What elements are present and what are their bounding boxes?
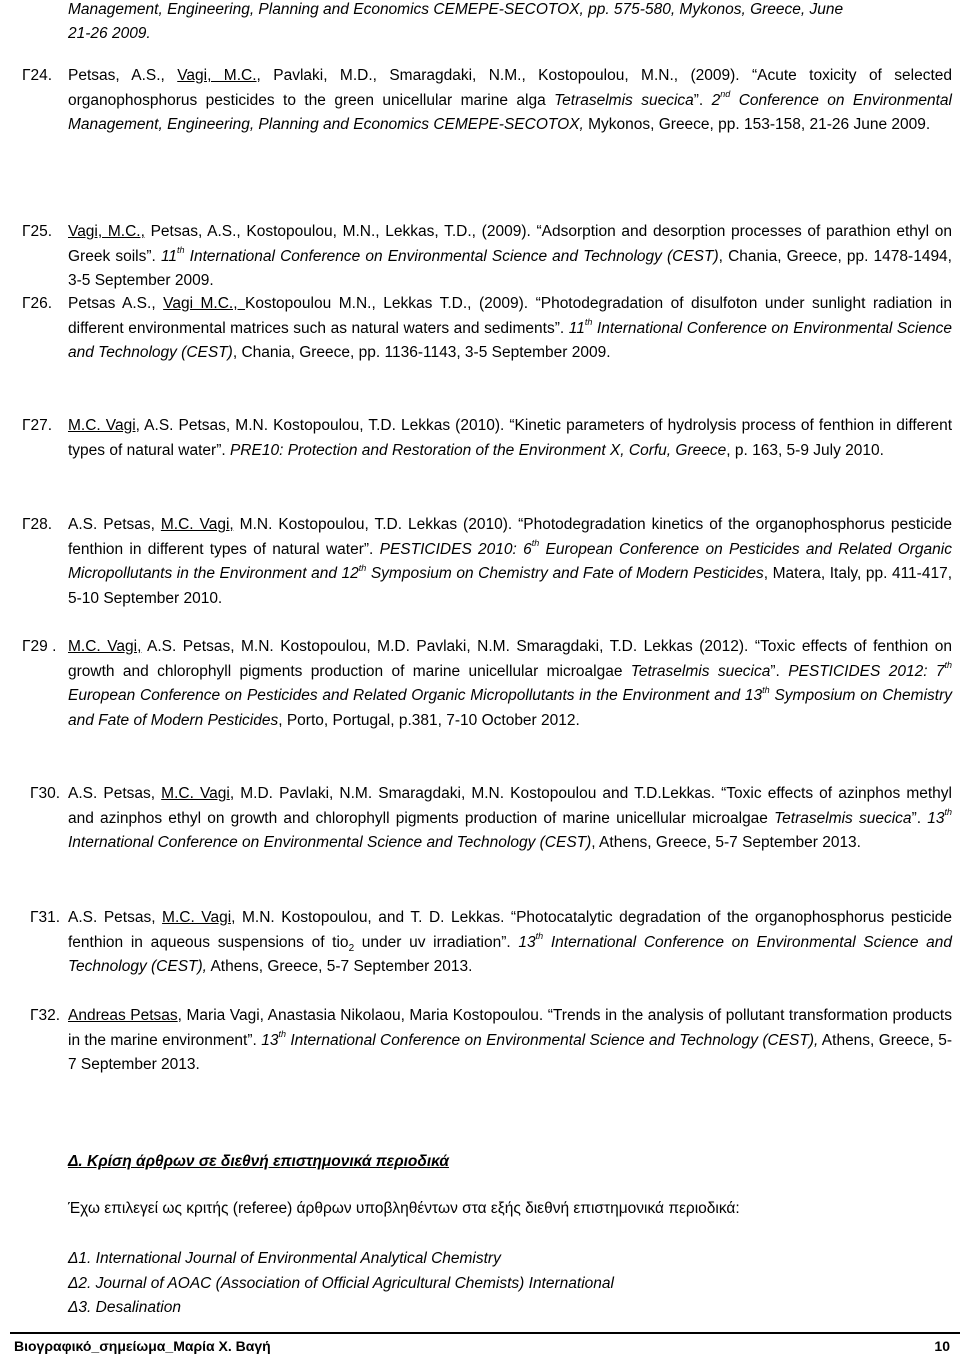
- ref-number-31: Γ31.: [30, 909, 61, 926]
- ref-number-25: Γ25.: [22, 223, 53, 240]
- footer-document-title: Βιογραφικό_σημείωμα_Μαρία Χ. Βαγή: [14, 1338, 271, 1354]
- ref-number-29: Γ29 .: [22, 638, 57, 655]
- ref-23-continuation-line-2: 21-26 2009.: [68, 25, 151, 42]
- journal-item: Δ1. International Journal of Environmental Analytical Chemistry: [68, 1250, 501, 1267]
- reference-29: M.C. Vagi, A.S. Petsas, M.N. Kostopoulou, M.D. Pavlaki, N.M. Smaragdaki, T.D. Lekkas (2012). “Toxic effects of fenthion on growth and chlorophyll pigments production of marine unicellular microalgae Tetraselmis suecica”. PESTICIDES 2012: 7th European Conference on Pesticides and Related Organic Micropollutants in the Environment and 13th Symposium on Chemistry and Fate of Modern Pesticides, Porto, Portugal, p.381, 7-10 October 2012.: [68, 638, 952, 729]
- ref-number-24: Γ24.: [22, 67, 53, 84]
- reference-26: Petsas A.S., Vagi M.C., Kostopoulou M.N., Lekkas T.D., (2009). “Photodegradation of disulfoton under sunlight radiation in different environmental matrices such as natural waters and sediments”. 11th International Conference on Environmental Science and Technology (CEST), Chania, Greece, pp. 1136-1143, 3-5 September 2009.: [68, 295, 952, 361]
- ref-number-32: Γ32.: [30, 1007, 61, 1024]
- ref-number-26: Γ26.: [22, 295, 53, 312]
- reference-25: Vagi, M.C., Petsas, A.S., Kostopoulou, M.N., Lekkas, T.D., (2009). “Adsorption and desorption processes of parathion ethyl on Greek soils”. 11th International Conference on Environmental Science and Technology (CEST), Chania, Greece, pp. 1478-1494, 3-5 September 2009.: [68, 223, 952, 289]
- referee-intro: Έχω επιλεγεί ως κριτής (referee) άρθρων υποβληθέντων στα εξής διεθνή επιστημονικά περιοδικά:: [68, 1200, 740, 1217]
- ref-number-28: Γ28.: [22, 516, 53, 533]
- reference-32: Andreas Petsas, Maria Vagi, Anastasia Nikolaou, Maria Kostopoulou. “Trends in the analysis of pollutant transformation products in the marine environment”. 13th International Conference on Environmental Science and Technology (CEST), Athens, Greece, 5-7 September 2013.: [68, 1007, 953, 1073]
- reference-27: M.C. Vagi, A.S. Petsas, M.N. Kostopoulou, T.D. Lekkas (2010). “Kinetic parameters of hydrolysis process of fenthion in different types of natural water”. PRE10: Protection and Restoration of the Environment X, Corfu, Greece, p. 163, 5-9 July 2010.: [68, 417, 952, 459]
- reference-31: A.S. Petsas, M.C. Vagi, M.N. Kostopoulou, and T. D. Lekkas. “Photocatalytic degradation of the organophosphorus pesticide fenthion in aqueous suspensions of tio$_2$ under uv irradiation”. 13th International Conference on Environmental Science and Technology (CEST), Athens, Greece, 5-7 September 2013.: [68, 909, 953, 975]
- page-number: 10: [934, 1338, 950, 1354]
- journal-item: Δ3. Desalination: [68, 1299, 181, 1316]
- reference-24: Petsas, A.S., Vagi, M.C., Pavlaki, M.D., Smaragdaki, N.M., Kostopoulou, M.N., (2009). “Acute toxicity of selected organophosphorus pesticides to the green unicellular marine alga Tetraselmis suecica”. 2nd Conference on Environmental Management, Engineering, Planning and Economics CEMEPE-SECOTOX, Mykonos, Greece, pp. 153-158, 21-26 June 2009.: [68, 67, 952, 133]
- ref-number-30: Γ30.: [30, 785, 61, 802]
- ref-number-27: Γ27.: [22, 417, 53, 434]
- reference-28: A.S. Petsas, M.C. Vagi, M.N. Kostopoulou, T.D. Lekkas (2010). “Photodegradation kinetics of the organophosphorus pesticide fenthion in different types of natural water”. PESTICIDES 2010: 6th European Conference on Pesticides and Related Organic Micropollutants in the Environment and 12th Symposium on Chemistry and Fate of Modern Pesticides, Matera, Italy, pp. 411-417, 5-10 September 2010.: [68, 516, 952, 607]
- ref-23-continuation-line-1: Management, Engineering, Planning and Economics CEMEPE-SECOTOX, pp. 575-580, Mykonos, Greece, June: [68, 1, 844, 18]
- footer-rule: [10, 1332, 960, 1334]
- journal-item: Δ2. Journal of AOAC (Association of Official Agricultural Chemists) International: [68, 1275, 614, 1292]
- reference-30: A.S. Petsas, M.C. Vagi, M.D. Pavlaki, N.M. Smaragdaki, M.N. Kostopoulou and T.D.Lekkas. “Toxic effects of azinphos methyl and azinphos ethyl on growth and chlorophyll pigments production of marine unicellular microalgae Tetraselmis suecica”. 13th International Conference on Environmental Science and Technology (CEST), Athens, Greece, 5-7 September 2013.: [68, 785, 952, 851]
- section-title: Δ. Κρίση άρθρων σε διεθνή επιστημονικά περιοδικά: [68, 1153, 449, 1170]
